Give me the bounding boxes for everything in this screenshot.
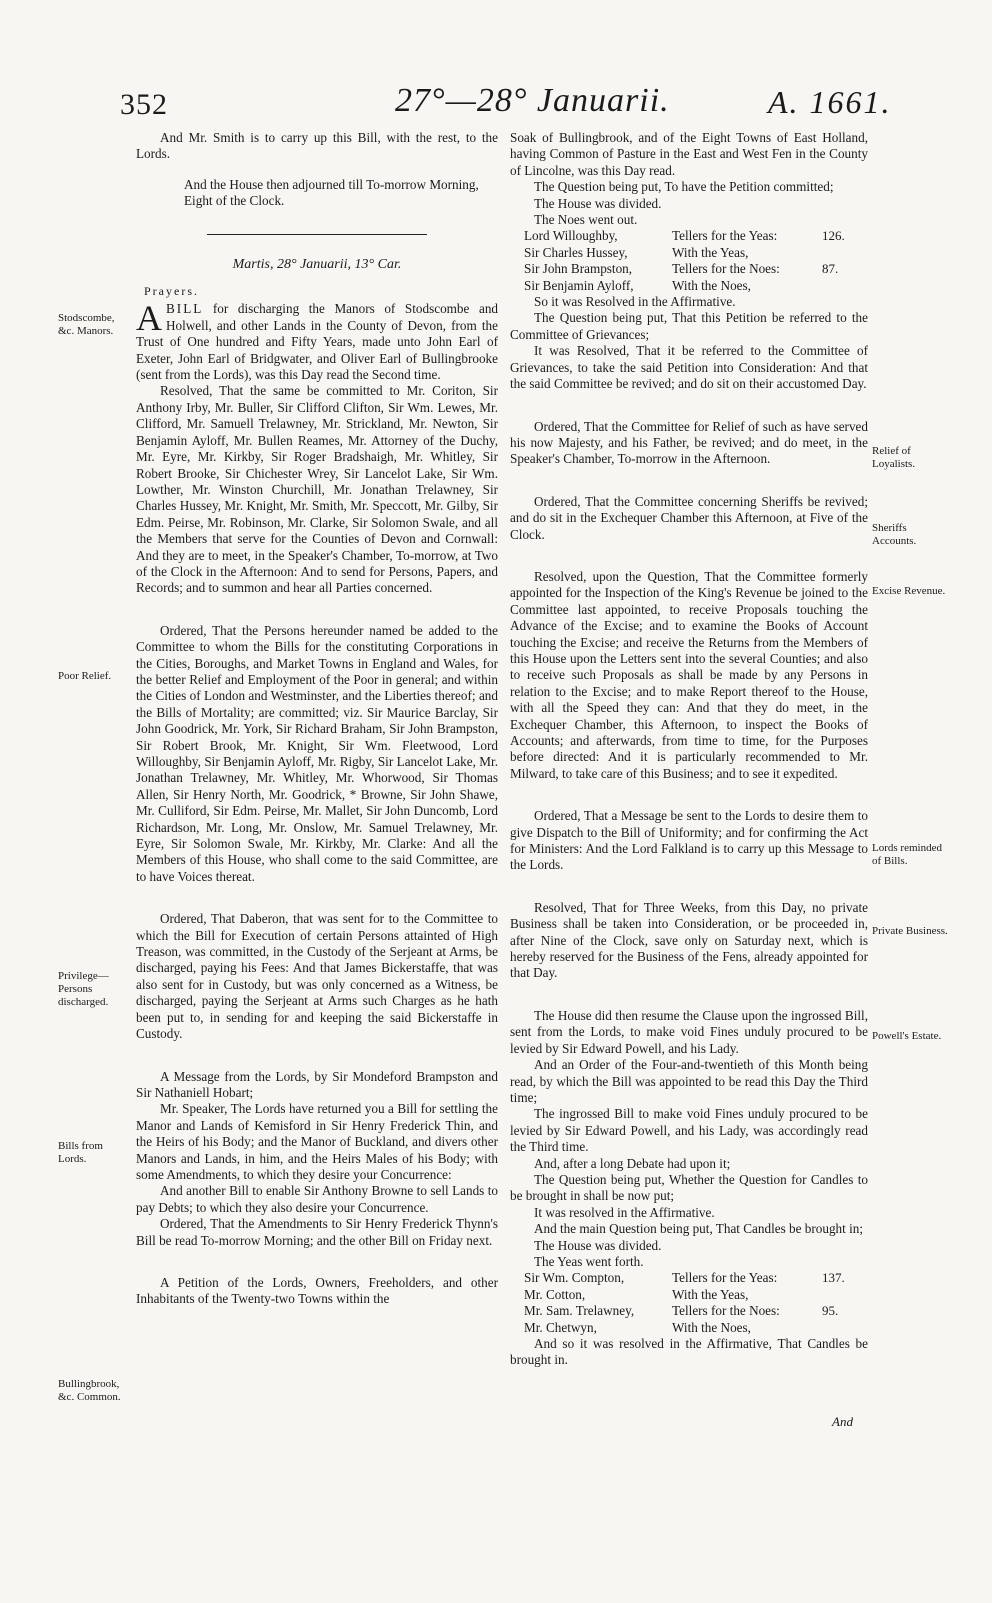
vote-count: 87. xyxy=(822,261,839,277)
drop-cap: A xyxy=(136,298,162,339)
catchword: And xyxy=(832,1414,853,1429)
paragraph-adjourn: And the House then adjourned till To-morrow Morning, Eight of the Clock. xyxy=(184,176,479,209)
paragraph-final: And so it was resolved in the Affirmative, That Candles be brought in. xyxy=(510,1336,868,1368)
teller-row xyxy=(510,1270,868,1286)
paragraph-private-business: Resolved, That for Three Weeks, from this Day, no private Business shall be taken into Consideration, or be proceeded in, after Nine of the Clock, save only on Saturday next, which is hereby reserved for the Business of the Fens, already appointed for that Day. xyxy=(510,899,868,981)
paragraph-another-bill: And another Bill to enable Sir Anthony Browne to sell Lands to pay Debts; to which they also desire your Concurrence. xyxy=(136,1183,498,1215)
paragraph-poor-relief: Ordered, That the Persons hereunder named be added to the Committee to whom the Bills for the constituting Corporations in the Cities, Boroughs, and Market Towns in England and Wales, for the better Relief and Employment of the Poor in general; and within the Cities of London and Westminster, and the Liberties thereof; and the Bills of Mortality; are committed; viz. Sir Maurice Barclay, Sir John Goodrick, Mr. York, Sir Richard Braham, Sir John Brampston, Sir Robert Brook, Mr. Knight, Sir Wm. Fleetwood, Lord Willoughby, Sir Benjamin Ayloff, Mr. Rigby, Sir Lancelot Lake, Mr. Jonathan Trelawney, Mr. Whitley, Mr. Whorwood, Sir Thomas Allen, Sir Henry North, Mr. Goodrick, * Browne, Sir John Shawe, Mr. Culliford, Sir Edm. Peirse, Mr. Mallet, Sir John Duncomb, Lord Richardson, Mr. Long, Mr. Onslow, Mr. Samuel Trelawney, Mr. Eyre, Sir Solomon Swale, Mr. Kirkby, Mr. Clarke: And all the Members of this House, who shall come to the said Committee, are to have Voices thereat. xyxy=(136,622,498,884)
paragraph-petition: A Petition of the Lords, Owners, Freeholders, and other Inhabitants of the Twenty-two Towns within the xyxy=(136,1274,498,1307)
teller-row xyxy=(510,261,868,277)
paragraph-amendments: Ordered, That the Amendments to Sir Henry Frederick Thynn's Bill be read To-morrow Morning; and the other Bill on Friday next. xyxy=(136,1216,498,1248)
paragraph-order: And an Order of the Four-and-twentieth of this Month being read, by which the Bill was appointed to be read this Day the Third time; xyxy=(510,1057,868,1105)
teller-role: Tellers for the Noes: xyxy=(672,261,780,277)
vote-count: 137. xyxy=(822,1270,845,1286)
paragraph-excise: Resolved, upon the Question, That the Committee formerly appointed for the Inspection of the King's Revenue be joined to the Committee last appointed, to receive Proposals touching the Advance of the Excise; and to examine the Books of Account touching the Excise; and receive the Returns from the Members of this House upon the Letters sent into the several Counties; and also to receive such Proposals as shall be made by any Persons in relation to the Excise; and to make Report thereof to the House, with all the Speed they can: And that they do meet, in the Exchequer Chamber, this Afternoon, to inspect the Books of Accounts; and afterwards, from time to time, for the Purposes before directed: And it is particularly recommended to Mr. Milward, to take care of this Business; and to see it expedited. xyxy=(510,568,868,781)
paragraph-divided-1: The House was divided. xyxy=(534,195,662,211)
paragraph-debate: And, after a long Debate had upon it; xyxy=(534,1155,731,1171)
teller-row xyxy=(510,245,868,261)
teller-role: With the Yeas, xyxy=(672,244,749,260)
teller-name: Mr. Cotton, xyxy=(524,1286,586,1302)
teller-row xyxy=(510,228,868,244)
teller-role: With the Noes, xyxy=(672,1319,751,1335)
right-column xyxy=(510,130,868,1369)
margin-note-bills-from-lords: Bills from Lords. xyxy=(58,1140,103,1165)
teller-role: Tellers for the Yeas: xyxy=(672,1270,778,1286)
paragraph-main-question: And the main Question being put, That Candles be brought in; xyxy=(534,1221,864,1237)
prayers-heading: Prayers. xyxy=(144,284,199,299)
paragraph-grievances: It was Resolved, That it be referred to the Committee of Grievances, to take the said Petition into Consideration: And that the said Committee be revived; and do sit on their accustomed Day. xyxy=(510,343,868,392)
teller-row xyxy=(510,1320,868,1336)
teller-role: Tellers for the Noes: xyxy=(672,1303,780,1319)
teller-row xyxy=(510,278,868,294)
paragraph-committed: Resolved, That the same be committed to Mr. Coriton, Sir Anthony Irby, Mr. Buller, Sir Clifford Clifton, Sir Wm. Lewes, Mr. Clifford, Mr. Samuell Trelawney, Mr. Strickland, Mr. Newton, Sir Benjamin Ayloff, Mr. Bullen Reames, Mr. Attorney of the Duchy, Mr. Eyre, Mr. Kirkby, Sir Roger Bradshaigh, Mr. Whitley, Sir Robert Brooke, Sir Chichester Wrey, Sir Lancelot Lake, Sir Wm. Lowther, Mr. Winston Churchill, Mr. Jonathan Trelawney, Sir Charles Hussey, Mr. Knight, Mr. Smith, Mr. Speccott, Mr. Gilby, Sir Edm. Peirse, Mr. Robinson, Mr. Clarke, Sir Solomon Swale, and all the Members that serve for the Counties of Devon and Cornwall: And they are to meet, in the Speaker's Chamber, To-morrow, at Two of the Clock in the Afternoon: And to send for Persons, Papers, and Records; and to summon and hear all Parties concerned. xyxy=(136,383,498,596)
bill-word: BILL xyxy=(166,301,204,317)
margin-note-loyalists: Relief of Loyalists. xyxy=(872,445,916,470)
dateline: Martis, 28° Januarii, 13° Car. xyxy=(232,256,402,272)
paragraph-privilege: Ordered, That Daberon, that was sent for to the Committee to which the Bill for Execution of certain Persons attainted of High Treason, was committed, in the Custody of the Serjeant at Arms, be discharged, paying his Fees: And that James Bickerstaffe, that was also sent for in Custody, but was only concerned as a Witness, be discharged, paying the Serjeant at Arms such Charges as he hath been put to, in sending for and keeping the said Bickerstaffe in Custody. xyxy=(136,911,498,1042)
margin-note-powell: Powell's Estate. xyxy=(872,1030,942,1042)
vote-count: 126. xyxy=(822,228,845,244)
teller-role: With the Noes, xyxy=(672,277,751,293)
margin-note-bullingbrook: Bullingbrook, &c. Common. xyxy=(58,1378,121,1403)
margin-note-sheriffs: Sheriffs Accounts. xyxy=(872,522,917,547)
paragraph-question-1: The Question being put, To have the Petition committed; xyxy=(534,179,834,195)
margin-note-privilege: Privilege— Persons discharged. xyxy=(58,970,109,1008)
teller-name: Sir Wm. Compton, xyxy=(524,1270,625,1286)
paragraph-sheriffs: Ordered, That the Committee concerning Sheriffs be revived; and do sit in the Exchequer Chamber this Afternoon, at Five of the Clock. xyxy=(510,493,868,542)
paragraph-yeas-forth: The Yeas went forth. xyxy=(534,1253,644,1269)
teller-row xyxy=(510,1303,868,1319)
paragraph-noes-out: The Noes went out. xyxy=(534,212,638,228)
teller-row xyxy=(510,1287,868,1303)
teller-name: Sir Charles Hussey, xyxy=(524,244,628,260)
running-head-year: A. 1661. xyxy=(768,84,892,120)
teller-role: With the Yeas, xyxy=(672,1286,749,1302)
paragraph-resolved-2: It was resolved in the Affirmative. xyxy=(534,1204,715,1220)
section-divider xyxy=(207,234,427,235)
paragraph-message: A Message from the Lords, by Sir Mondeford Brampston and Sir Nathaniell Hobart; xyxy=(136,1068,498,1100)
margin-note-private-business: Private Business. xyxy=(872,925,948,937)
margin-note-excise: Excise Revenue. xyxy=(872,585,946,597)
paragraph-ingrossed: The ingrossed Bill to make void Fines unduly procured to be levied by Sir Edward Powell, and his Lady, was accordingly read the Third time. xyxy=(510,1106,868,1155)
tellers-block-1 xyxy=(510,228,868,294)
paragraph-resolved-affirmative: So it was Resolved in the Affirmative. xyxy=(534,294,736,310)
paragraph-divided-2: The House was divided. xyxy=(534,1237,662,1253)
paragraph-question-3: The Question being put, Whether the Question for Candles to be brought in shall be now put; xyxy=(510,1171,868,1204)
paragraph-soak: Soak of Bullingbrook, and of the Eight Towns of East Holland, having Common of Pasture in the East and West Fen in the County of Lincolne, was this Day read. xyxy=(510,130,868,178)
margin-note-lords-reminded: Lords reminded of Bills. xyxy=(872,842,942,867)
teller-role: Tellers for the Yeas: xyxy=(672,228,778,244)
margin-note-stodscombe: Stodscombe, &c. Manors. xyxy=(58,312,115,337)
left-column xyxy=(136,130,498,1308)
paragraph-smith: And Mr. Smith is to carry up this Bill, with the rest, to the Lords. xyxy=(136,130,498,162)
teller-name: Mr. Chetwyn, xyxy=(524,1319,597,1335)
paragraph-lords-message: Ordered, That a Message be sent to the Lords to desire them to give Dispatch to the Bill of Uniformity; and for confirming the Act for Ministers: And the Lord Falkland is to carry up this Message to the Lords. xyxy=(510,808,868,873)
paragraph-question-2: The Question being put, That this Petition be referred to the Committee of Grievances; xyxy=(510,310,868,342)
running-head-date: 27°—28° Januarii. xyxy=(395,82,670,119)
page-number: 352 xyxy=(120,88,168,121)
vote-count: 95. xyxy=(822,1303,839,1319)
teller-name: Sir John Brampston, xyxy=(524,261,633,277)
margin-note-poor-relief: Poor Relief. xyxy=(58,670,112,682)
paragraph-powell: The House did then resume the Clause upon the ingrossed Bill, sent from the Lords, to make void Fines unduly procured to be levied by Sir Edward Powell, and his Lady. xyxy=(510,1007,868,1056)
paragraph-loyalists: Ordered, That the Committee for Relief of such as have served his now Majesty, and his Father, be revived; and do meet, in the Speaker's Chamber, To-morrow in the Afternoon. xyxy=(510,418,868,467)
teller-name: Mr. Sam. Trelawney, xyxy=(524,1303,635,1319)
paragraph-bill xyxy=(136,298,499,383)
bill-text: for discharging the Manors of Stodscombe and Holwell, and other Lands in the County of Devon, from the Trust of One hundred and Fifty Years, made unto John Earl of Exeter, John Earl of Bridgwater, and Oliver Earl of Bullingbrooke (sent from the Lords), was this Day read the Second time. xyxy=(136,301,499,383)
teller-name: Lord Willoughby, xyxy=(524,228,618,244)
teller-name: Sir Benjamin Ayloff, xyxy=(524,277,634,293)
tellers-block-2 xyxy=(510,1270,868,1336)
paragraph-speaker: Mr. Speaker, The Lords have returned you a Bill for settling the Manor and Lands of Kemisford in Sir Henry Frederick Thin, and the Heirs of his Body; and the Manor of Buckland, and divers other Manors and Lands, in him, and the Heirs Males of his Body; with some Amendments, to which they desire your Concurrence: xyxy=(136,1101,498,1182)
